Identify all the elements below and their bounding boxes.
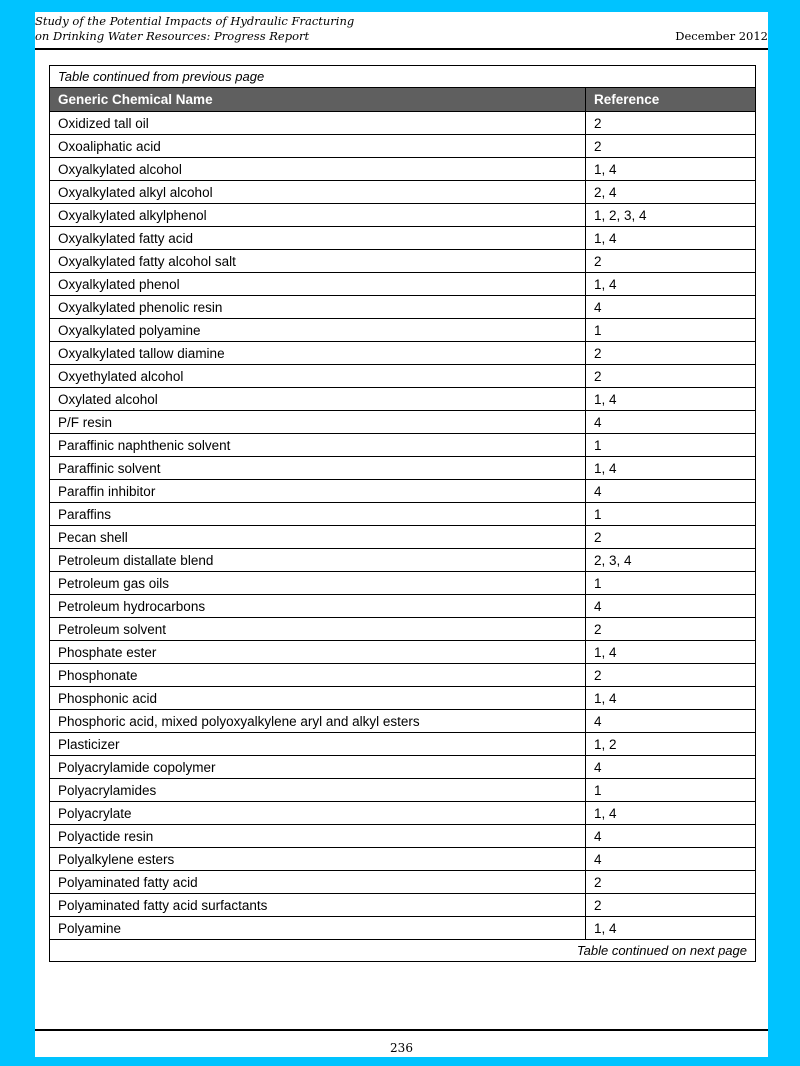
column-header-name: Generic Chemical Name <box>50 88 586 112</box>
chemical-name-cell: Oxyalkylated phenol <box>50 273 586 296</box>
chemical-name-cell: Polyamine <box>50 917 586 940</box>
chemical-name-cell: Phosphonic acid <box>50 687 586 710</box>
table-row <box>50 687 756 710</box>
chemical-name-cell: Phosphate ester <box>50 641 586 664</box>
chemical-name-cell: Oxyalkylated tallow diamine <box>50 342 586 365</box>
chemical-name-cell: Petroleum gas oils <box>50 572 586 595</box>
chemical-name-cell: Polyaminated fatty acid <box>50 871 586 894</box>
reference-cell: 1, 4 <box>586 457 756 480</box>
chemical-table <box>49 65 756 962</box>
reference-cell: 1 <box>586 319 756 342</box>
header-divider <box>35 48 768 50</box>
table-row <box>50 733 756 756</box>
table-row <box>50 365 756 388</box>
reference-cell: 4 <box>586 710 756 733</box>
chemical-name-cell: Paraffins <box>50 503 586 526</box>
table-row <box>50 595 756 618</box>
reference-cell: 1, 4 <box>586 917 756 940</box>
chemical-name-cell: Oxyalkylated phenolic resin <box>50 296 586 319</box>
chemical-name-cell: Oxyalkylated alkylphenol <box>50 204 586 227</box>
chemical-name-cell: Oxyalkylated alcohol <box>50 158 586 181</box>
chemical-name-cell: Polyactide resin <box>50 825 586 848</box>
reference-cell: 1, 4 <box>586 641 756 664</box>
continued-on-note: Table continued on next page <box>50 940 756 962</box>
header-title-line-2: on Drinking Water Resources: Progress Report <box>35 29 310 43</box>
continued-from-note: Table continued from previous page <box>50 66 756 88</box>
table-row <box>50 756 756 779</box>
reference-cell: 1, 2, 3, 4 <box>586 204 756 227</box>
reference-cell: 4 <box>586 595 756 618</box>
reference-cell: 1 <box>586 572 756 595</box>
chemical-name-cell: Phosphoric acid, mixed polyoxyalkylene aryl and alkyl esters <box>50 710 586 733</box>
table-row <box>50 227 756 250</box>
chemical-name-cell: Oxyalkylated polyamine <box>50 319 586 342</box>
table-row <box>50 250 756 273</box>
chemical-name-cell: Oxyethylated alcohol <box>50 365 586 388</box>
table-row <box>50 871 756 894</box>
table-row <box>50 848 756 871</box>
chemical-name-cell: Polyacrylamides <box>50 779 586 802</box>
reference-cell: 1 <box>586 434 756 457</box>
table-row <box>50 135 756 158</box>
reference-cell: 2 <box>586 112 756 135</box>
table-row <box>50 342 756 365</box>
chemical-name-cell: Polyalkylene esters <box>50 848 586 871</box>
chemical-name-cell: Plasticizer <box>50 733 586 756</box>
chemical-name-cell: Polyaminated fatty acid surfactants <box>50 894 586 917</box>
chemical-name-cell: Petroleum distallate blend <box>50 549 586 572</box>
reference-cell: 1 <box>586 779 756 802</box>
table-row <box>50 296 756 319</box>
chemical-name-cell: Paraffinic naphthenic solvent <box>50 434 586 457</box>
table-row <box>50 779 756 802</box>
chemical-name-cell: Paraffin inhibitor <box>50 480 586 503</box>
table-row <box>50 388 756 411</box>
table-row <box>50 181 756 204</box>
reference-cell: 1 <box>586 503 756 526</box>
continued-from-row <box>50 66 756 88</box>
reference-cell: 1, 4 <box>586 802 756 825</box>
table-row <box>50 572 756 595</box>
header-title-line-1: Study of the Potential Impacts of Hydraulic Fracturing <box>35 14 355 28</box>
page-number: 236 <box>390 1041 413 1055</box>
reference-cell: 4 <box>586 296 756 319</box>
reference-cell: 2 <box>586 342 756 365</box>
chemical-name-cell: Pecan shell <box>50 526 586 549</box>
reference-cell: 2 <box>586 250 756 273</box>
reference-cell: 4 <box>586 480 756 503</box>
reference-cell: 2, 4 <box>586 181 756 204</box>
reference-cell: 4 <box>586 411 756 434</box>
table-row <box>50 503 756 526</box>
chemical-name-cell: P/F resin <box>50 411 586 434</box>
chemical-name-cell: Oxylated alcohol <box>50 388 586 411</box>
continued-on-row <box>50 940 756 962</box>
chemical-name-cell: Petroleum hydrocarbons <box>50 595 586 618</box>
reference-cell: 2 <box>586 664 756 687</box>
reference-cell: 2 <box>586 894 756 917</box>
reference-cell: 1, 4 <box>586 158 756 181</box>
chemical-name-cell: Oxyalkylated fatty acid <box>50 227 586 250</box>
table-row <box>50 411 756 434</box>
reference-cell: 1, 4 <box>586 273 756 296</box>
table-row <box>50 917 756 940</box>
chemical-name-cell: Polyacrylamide copolymer <box>50 756 586 779</box>
table-body <box>50 66 756 962</box>
table-row <box>50 825 756 848</box>
reference-cell: 2 <box>586 135 756 158</box>
chemical-name-cell: Paraffinic solvent <box>50 457 586 480</box>
table-row <box>50 112 756 135</box>
reference-cell: 4 <box>586 756 756 779</box>
chemical-name-cell: Phosphonate <box>50 664 586 687</box>
reference-cell: 1, 4 <box>586 388 756 411</box>
reference-cell: 4 <box>586 848 756 871</box>
table-row <box>50 894 756 917</box>
table-row <box>50 434 756 457</box>
reference-cell: 2 <box>586 871 756 894</box>
table-row <box>50 457 756 480</box>
table-row <box>50 319 756 342</box>
chemical-name-cell: Oxoaliphatic acid <box>50 135 586 158</box>
table-row <box>50 710 756 733</box>
table-row <box>50 158 756 181</box>
reference-cell: 1, 4 <box>586 687 756 710</box>
reference-cell: 1, 4 <box>586 227 756 250</box>
table-row <box>50 204 756 227</box>
running-header-title <box>35 14 354 44</box>
document-page <box>35 12 768 1057</box>
reference-cell: 2, 3, 4 <box>586 549 756 572</box>
chemical-name-cell: Oxyalkylated fatty alcohol salt <box>50 250 586 273</box>
footer-divider <box>35 1029 768 1031</box>
table-row <box>50 273 756 296</box>
chemical-name-cell: Oxyalkylated alkyl alcohol <box>50 181 586 204</box>
reference-cell: 2 <box>586 618 756 641</box>
header-date: December 2012 <box>675 29 768 43</box>
chemical-name-cell: Petroleum solvent <box>50 618 586 641</box>
table-row <box>50 618 756 641</box>
table-row <box>50 802 756 825</box>
reference-cell: 4 <box>586 825 756 848</box>
table-row <box>50 480 756 503</box>
table-row <box>50 549 756 572</box>
chemical-name-cell: Polyacrylate <box>50 802 586 825</box>
reference-cell: 2 <box>586 526 756 549</box>
table-row <box>50 526 756 549</box>
reference-cell: 2 <box>586 365 756 388</box>
chemical-name-cell: Oxidized tall oil <box>50 112 586 135</box>
column-header-reference: Reference <box>586 88 756 112</box>
table-row <box>50 641 756 664</box>
table-row <box>50 664 756 687</box>
reference-cell: 1, 2 <box>586 733 756 756</box>
table-header-row <box>50 88 756 112</box>
